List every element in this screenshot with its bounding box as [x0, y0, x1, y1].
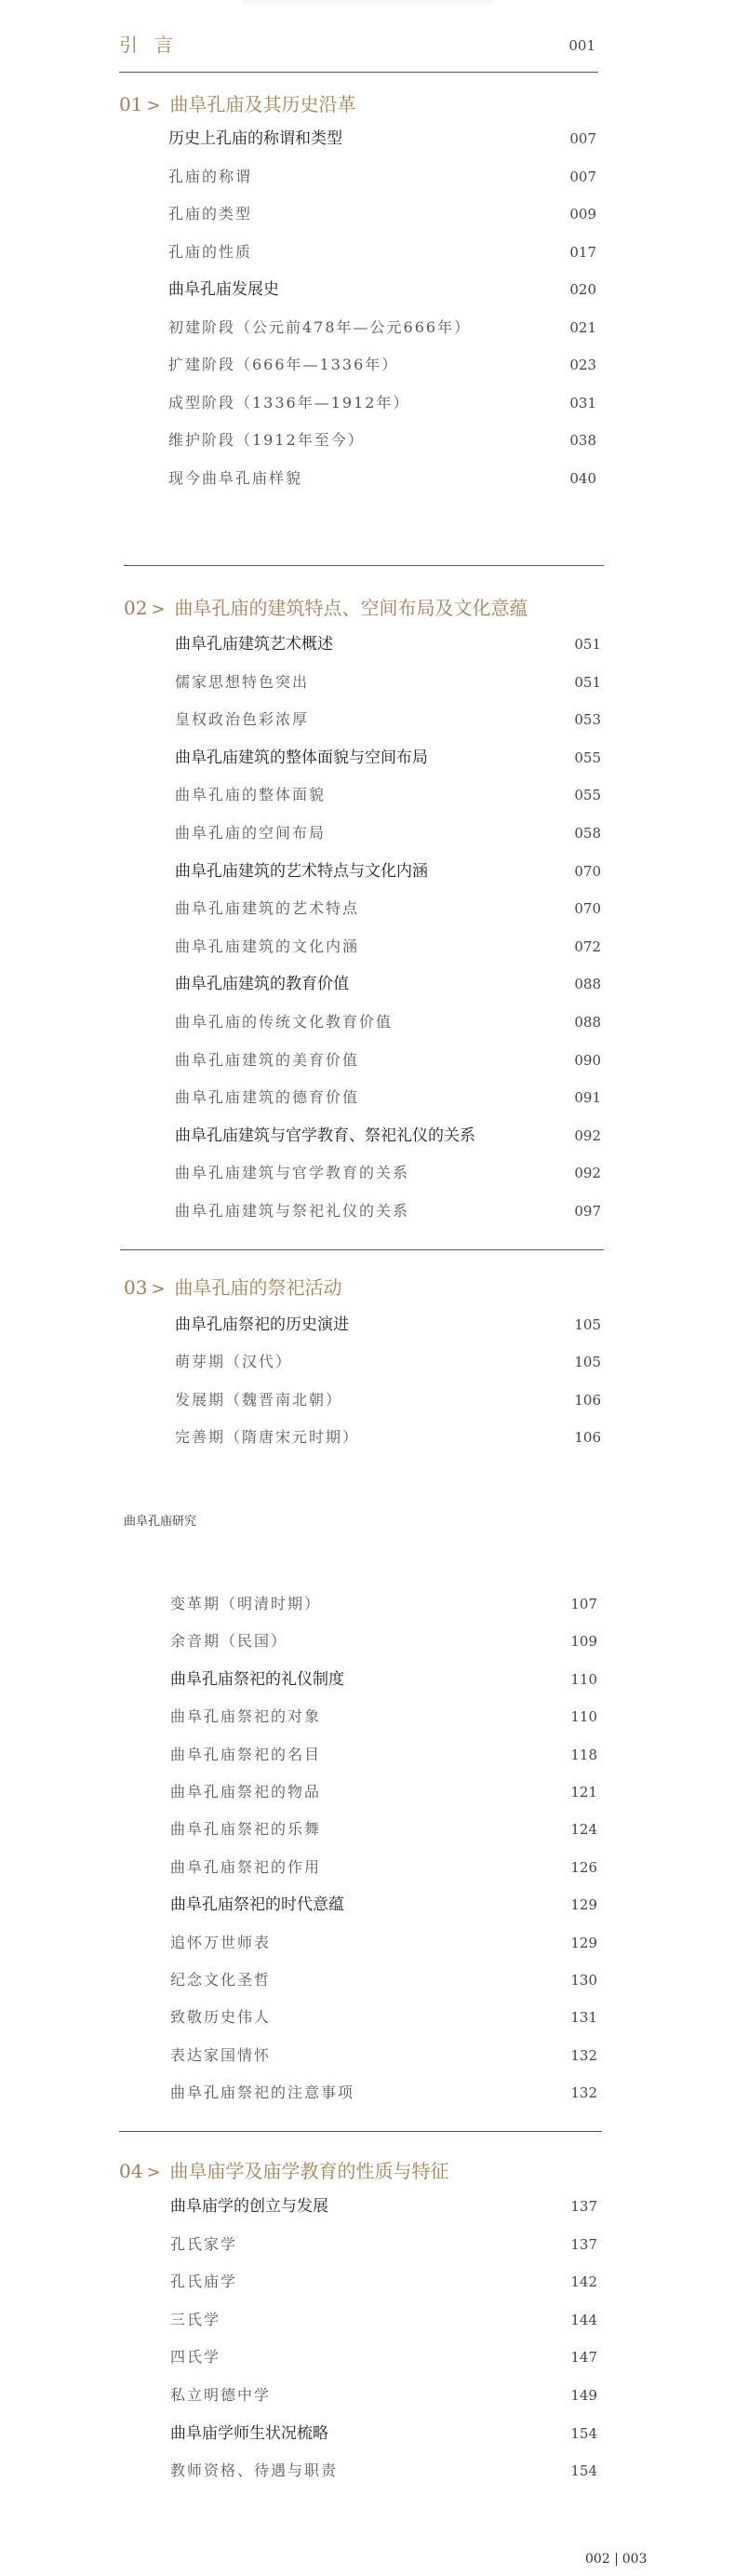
toc-subentry[interactable]: [175, 670, 601, 695]
entry-title: 教师资格、待遇与职责: [170, 2461, 339, 2480]
entry-title: 儒家思想特色突出: [175, 672, 310, 691]
entry-title: 初建阶段（公元前478年—公元666年）: [168, 317, 472, 336]
entry-page-number: 124: [570, 1821, 597, 1839]
toc-subentry[interactable]: [170, 2005, 597, 2030]
toc-subentry[interactable]: [175, 1199, 601, 1223]
entry-title: 曲阜孔庙祭祀的物品: [170, 1783, 322, 1801]
toc-subentry[interactable]: [170, 2081, 597, 2105]
entry-page-number: 051: [574, 673, 601, 691]
top-edge-shadow: [242, 0, 493, 6]
section-rule: [124, 565, 604, 566]
entry-title: 曲阜庙学师生状况梳略: [170, 2423, 328, 2442]
entry-title: 变革期（明清时期）: [170, 1595, 322, 1612]
entry-page-number: 092: [574, 1165, 601, 1182]
entry-page-number: 129: [570, 1896, 597, 1914]
section-heading: [119, 90, 356, 118]
toc-subentry[interactable]: [168, 240, 596, 264]
entry-page-number: 009: [569, 206, 596, 223]
toc-subentry[interactable]: [170, 1629, 597, 1653]
page-folio: [585, 2552, 647, 2567]
toc-subentry[interactable]: [168, 353, 596, 377]
entry-title: 孔氏家学: [170, 2234, 238, 2253]
entry-page-number: 020: [569, 281, 596, 298]
entry-page-number: 090: [574, 1051, 601, 1069]
toc-chapter-entry[interactable]: [168, 127, 596, 151]
entry-page-number: 038: [569, 432, 596, 449]
entry-title: 三氏学: [170, 2310, 221, 2328]
entry-title: 孔庙的类型: [168, 205, 253, 223]
section-number: 02: [124, 597, 148, 619]
entry-page-number: 007: [569, 130, 596, 147]
entry-title: 曲阜孔庙祭祀的历史演进: [175, 1315, 349, 1333]
folio-left: 002: [585, 2552, 610, 2567]
entry-title: 孔庙的性质: [168, 242, 253, 261]
entry-title: 致敬历史伟人: [170, 2008, 272, 2027]
toc-subentry[interactable]: [170, 1592, 597, 1616]
entry-title: 曲阜孔庙的传统文化教育价值: [175, 1013, 394, 1031]
section-rule: [119, 2131, 602, 2132]
entry-title: 曲阜孔庙建筑与官学教育、祭祀礼仪的关系: [175, 1126, 475, 1144]
entry-title: 曲阜孔庙建筑的教育价值: [175, 975, 349, 993]
entry-title: 曲阜孔庙祭祀的时代意蕴: [170, 1895, 344, 1914]
toc-chapter-entry[interactable]: [170, 2194, 597, 2219]
toc-subentry[interactable]: [175, 1048, 601, 1072]
section-heading: [119, 2157, 449, 2185]
entry-title: 曲阜孔庙祭祀的作用: [170, 1857, 322, 1876]
toc-chapter-entry[interactable]: [175, 632, 601, 656]
entry-title: 曲阜孔庙祭祀的注意事项: [170, 2084, 355, 2102]
entry-page-number: 110: [570, 1670, 597, 1688]
toc-subentry[interactable]: [170, 2232, 597, 2257]
entry-page-number: 058: [574, 825, 601, 842]
toc-subentry[interactable]: [168, 165, 596, 189]
entry-page-number: 154: [570, 2462, 597, 2480]
entry-title: 曲阜孔庙建筑的艺术特点与文化内涵: [175, 861, 428, 880]
entry-title: 曲阜孔庙建筑的艺术特点: [175, 899, 360, 918]
toc-subentry[interactable]: [175, 783, 601, 807]
toc-chapter-entry[interactable]: [175, 972, 601, 996]
section-title: 曲阜孔庙及其历史沿革: [169, 93, 356, 115]
entry-page-number: 040: [569, 469, 596, 487]
toc-subentry[interactable]: [170, 2383, 597, 2407]
toc-subentry[interactable]: [170, 1780, 597, 1804]
entry-page-number: 154: [570, 2424, 597, 2442]
entry-title: 曲阜孔庙建筑的美育价值: [175, 1050, 360, 1069]
entry-page-number: 142: [570, 2273, 597, 2291]
entry-page-number: 070: [574, 862, 601, 880]
toc-chapter-entry[interactable]: [168, 277, 596, 302]
entry-page-number: 051: [574, 636, 601, 653]
entry-title: 成型阶段（1336年—1912年）: [168, 393, 410, 411]
toc-chapter-entry[interactable]: [170, 1893, 597, 1917]
toc-subentry[interactable]: [175, 1425, 601, 1450]
entry-page-number: 137: [570, 2235, 597, 2253]
toc-subentry[interactable]: [170, 1968, 597, 1992]
entry-title: 曲阜孔庙祭祀的名目: [170, 1745, 322, 1763]
intro-page-row: [167, 34, 595, 58]
toc-subentry[interactable]: [175, 1388, 601, 1412]
toc-subentry[interactable]: [170, 1743, 597, 1767]
entry-page-number: 021: [569, 318, 596, 336]
entry-title: 曲阜孔庙祭祀的乐舞: [170, 1820, 322, 1839]
entry-page-number: 092: [574, 1126, 601, 1144]
entry-page-number: 088: [574, 976, 601, 993]
entry-title: 孔氏庙学: [170, 2273, 238, 2291]
entry-page-number: 106: [574, 1391, 601, 1409]
entry-title: 曲阜孔庙建筑与官学教育的关系: [175, 1164, 410, 1182]
entry-page-number: 147: [570, 2349, 597, 2367]
entry-page-number: 129: [570, 1934, 597, 1951]
entry-page-number: 072: [574, 937, 601, 955]
entry-page-number: 132: [570, 2084, 597, 2102]
entry-page-number: 126: [570, 1858, 597, 1876]
toc-subentry[interactable]: [168, 428, 596, 452]
entry-title: 曲阜孔庙建筑与祭祀礼仪的关系: [175, 1202, 410, 1220]
toc-subentry[interactable]: [175, 821, 601, 845]
entry-page-number: 070: [574, 900, 601, 918]
entry-title: 孔庙的称谓: [168, 167, 253, 185]
entry-page-number: 091: [574, 1089, 601, 1107]
entry-title: 历史上孔庙的称谓和类型: [168, 129, 342, 147]
entry-page-number: 055: [574, 749, 601, 766]
toc-chapter-entry[interactable]: [175, 1124, 601, 1148]
toc-subentry[interactable]: [170, 1817, 597, 1841]
entry-page-number: 007: [569, 168, 596, 185]
folio-divider: [616, 2553, 617, 2566]
toc-subentry[interactable]: [168, 316, 596, 340]
entry-title: 曲阜庙学的创立与发展: [170, 2197, 328, 2215]
running-head: 曲阜孔庙研究: [124, 1515, 197, 1529]
toc-subentry[interactable]: [175, 1086, 601, 1110]
chevron-right-icon: >: [146, 2163, 161, 2182]
entry-title: 皇权政治色彩浓厚: [175, 710, 310, 729]
toc-chapter-entry[interactable]: [170, 2421, 597, 2446]
entry-page-number: 088: [574, 1014, 601, 1031]
toc-subentry[interactable]: [175, 1350, 601, 1374]
toc-subentry[interactable]: [170, 2270, 597, 2294]
toc-subentry[interactable]: [168, 202, 596, 226]
toc-subentry[interactable]: [170, 2308, 597, 2332]
entry-title: 余音期（民国）: [170, 1632, 288, 1651]
entry-page-number: 097: [574, 1203, 601, 1220]
entry-title: 曲阜孔庙祭祀的礼仪制度: [170, 1669, 344, 1688]
entry-title: 表达家国情怀: [170, 2045, 272, 2064]
entry-title: 曲阜孔庙的整体面貌: [175, 786, 327, 804]
section-title: 曲阜庙学及庙学教育的性质与特征: [169, 2160, 449, 2182]
entry-page-number: 105: [574, 1354, 601, 1371]
entry-page-number: 053: [574, 711, 601, 729]
entry-title: 维护阶段（1912年至今）: [168, 431, 365, 449]
entry-title: 萌芽期（汉代）: [175, 1353, 293, 1371]
entry-page-number: 137: [570, 2198, 597, 2215]
intro-page-number: 001: [568, 37, 595, 54]
toc-subentry[interactable]: [175, 1161, 601, 1185]
entry-page-number: 130: [570, 1972, 597, 1989]
entry-title: 现今曲阜孔庙样貌: [168, 468, 303, 487]
toc-chapter-entry[interactable]: [175, 746, 601, 770]
toc-subentry[interactable]: [168, 466, 596, 491]
section-number: 03: [124, 1276, 148, 1299]
toc-chapter-entry[interactable]: [175, 859, 601, 883]
entry-title: 曲阜孔庙祭祀的对象: [170, 1707, 322, 1726]
toc-subentry[interactable]: [170, 2043, 597, 2068]
toc-subentry[interactable]: [170, 2459, 597, 2483]
toc-subentry[interactable]: [170, 1855, 597, 1880]
entry-page-number: 107: [570, 1596, 597, 1612]
entry-page-number: 106: [574, 1428, 601, 1446]
section-number: 04: [119, 2160, 143, 2182]
entry-page-number: 017: [569, 243, 596, 261]
entry-title: 曲阜孔庙建筑的德育价值: [175, 1088, 360, 1107]
entry-title: 纪念文化圣哲: [170, 1971, 272, 1989]
entry-page-number: 105: [574, 1316, 601, 1333]
entry-title: 完善期（隋唐宋元时期）: [175, 1427, 360, 1446]
entry-title: 曲阜孔庙建筑艺术概述: [175, 635, 333, 653]
entry-page-number: 118: [570, 1746, 597, 1763]
chevron-right-icon: >: [146, 96, 161, 115]
chevron-right-icon: >: [151, 600, 166, 619]
intro-title: 引言: [119, 34, 190, 56]
section-title: 曲阜孔庙的祭祀活动: [174, 1276, 342, 1299]
toc-subentry[interactable]: [170, 1931, 597, 1955]
toc-subentry[interactable]: [170, 1705, 597, 1729]
entry-page-number: 110: [570, 1708, 597, 1726]
section-heading: [124, 1274, 342, 1301]
toc-subentry[interactable]: [175, 897, 601, 921]
entry-page-number: 109: [570, 1633, 597, 1651]
entry-title: 曲阜孔庙的空间布局: [175, 824, 327, 842]
toc-subentry[interactable]: [170, 2345, 597, 2369]
entry-page-number: 144: [570, 2311, 597, 2328]
entry-page-number: 023: [569, 357, 596, 373]
toc-chapter-entry[interactable]: [175, 1313, 601, 1337]
entry-page-number: 131: [570, 2009, 597, 2027]
entry-title: 曲阜孔庙建筑的整体面貌与空间布局: [175, 748, 428, 766]
chevron-right-icon: >: [151, 1279, 166, 1299]
toc-subentry[interactable]: [168, 391, 596, 415]
section-number: 01: [119, 93, 143, 115]
entry-title: 曲阜孔庙发展史: [168, 280, 279, 298]
folio-right: 003: [621, 2552, 648, 2567]
entry-title: 四氏学: [170, 2348, 221, 2367]
toc-subentry[interactable]: [175, 708, 601, 732]
entry-page-number: 149: [570, 2387, 597, 2404]
entry-title: 追怀万世师表: [170, 1933, 272, 1951]
entry-title: 曲阜孔庙建筑的文化内涵: [175, 937, 360, 955]
entry-title: 发展期（魏晋南北朝）: [175, 1390, 343, 1409]
toc-chapter-entry[interactable]: [170, 1667, 597, 1692]
section-title: 曲阜孔庙的建筑特点、空间布局及文化意蕴: [174, 597, 528, 619]
intro-rule: [119, 72, 598, 73]
entry-page-number: 132: [570, 2046, 597, 2064]
toc-subentry[interactable]: [175, 1010, 601, 1034]
entry-page-number: 031: [569, 394, 596, 411]
toc-subentry[interactable]: [175, 935, 601, 959]
entry-page-number: 121: [570, 1784, 597, 1801]
entry-title: 扩建阶段（666年—1336年）: [168, 356, 399, 373]
entry-page-number: 055: [574, 787, 601, 804]
section-heading: [124, 594, 528, 622]
entry-title: 私立明德中学: [170, 2386, 272, 2404]
section-rule: [120, 1249, 604, 1250]
